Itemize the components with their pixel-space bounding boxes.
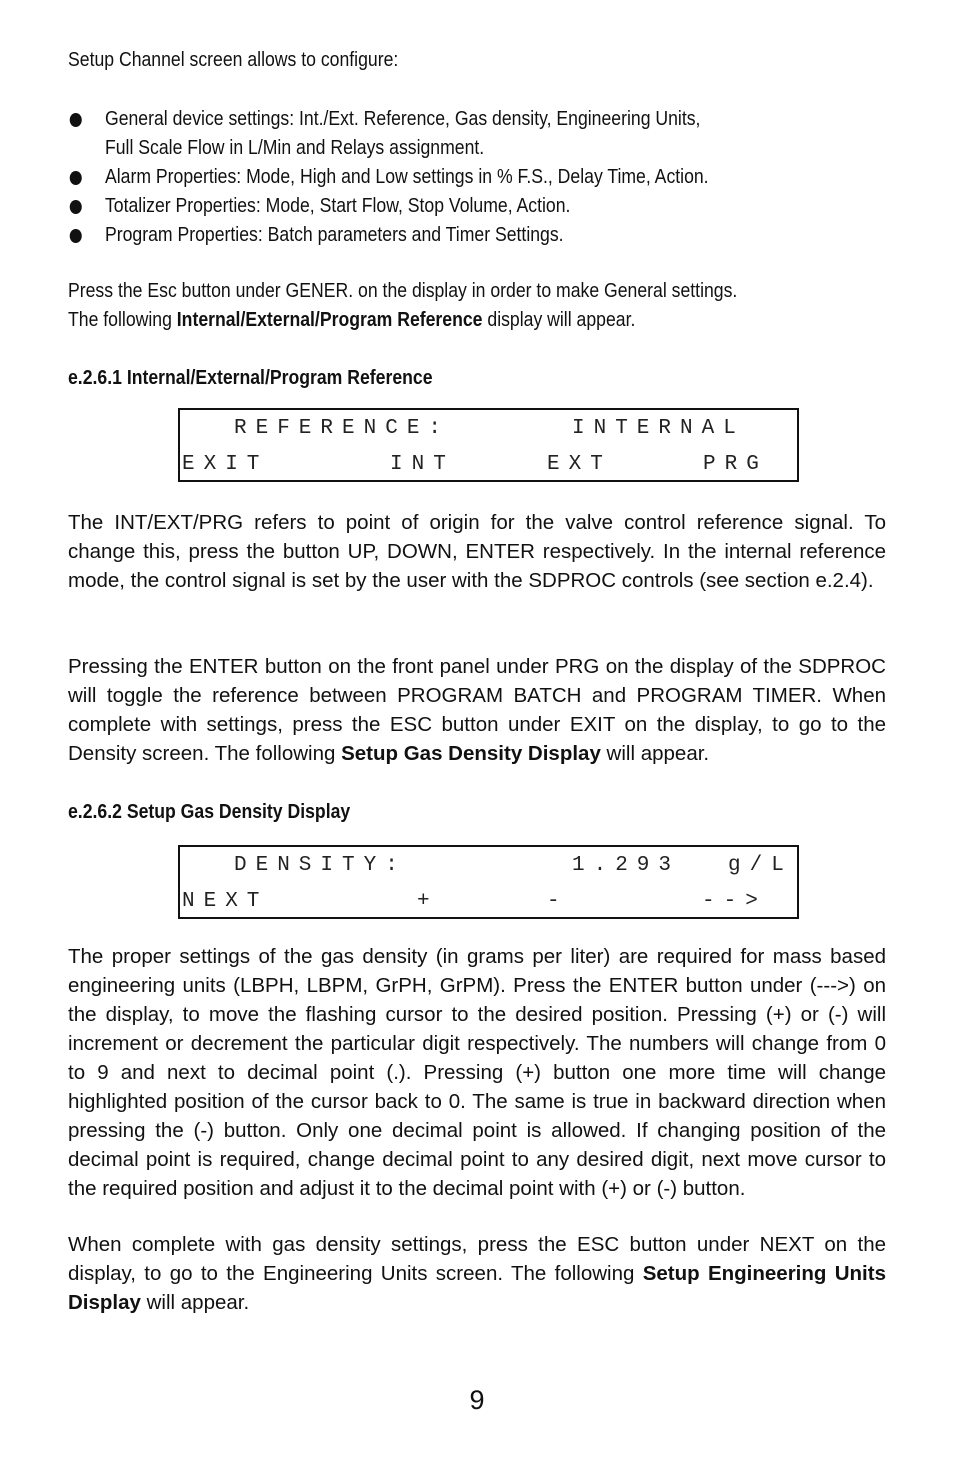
lcd-plus-label: + bbox=[417, 890, 439, 913]
list-item-text: Totalizer Properties: Mode, Start Flow, Stop Volume, Action. bbox=[104, 194, 571, 217]
density-lcd-display bbox=[178, 845, 799, 919]
list-item bbox=[68, 162, 954, 191]
next-paragraph bbox=[68, 1230, 886, 1317]
list-item bbox=[68, 104, 954, 162]
lcd-density-unit: g/L bbox=[728, 854, 793, 877]
list-item bbox=[68, 191, 954, 220]
lcd-density-value: 1.293 bbox=[572, 854, 681, 877]
lcd-minus-label: - bbox=[547, 890, 569, 913]
lcd-reference-label: REFERENCE: bbox=[234, 417, 451, 440]
prg-bold: Setup Gas Density Display bbox=[341, 742, 601, 765]
bullet-dot-icon bbox=[70, 113, 82, 127]
gener-paragraph bbox=[68, 276, 886, 334]
lcd-density-label: DENSITY: bbox=[234, 854, 407, 877]
intro-text: Setup Channel screen allows to configure: bbox=[68, 48, 399, 71]
bullet-dot-icon bbox=[70, 229, 82, 243]
gener-line-2-post: display will appear. bbox=[487, 308, 636, 331]
lcd-reference-value: INTERNAL bbox=[572, 417, 745, 440]
list-item-text: Alarm Properties: Mode, High and Low settings in % F.S., Delay Time, Action. bbox=[104, 165, 709, 188]
next-bold: Setup Engineering Units Display bbox=[68, 1262, 886, 1314]
page-number: 9 bbox=[469, 1385, 485, 1415]
list-item-text: General device settings: Int./Ext. Reference, Gas density, Engineering Units, bbox=[104, 107, 701, 130]
gener-line-1: Press the Esc button under GENER. on the display in order to make General settings. bbox=[68, 279, 738, 302]
lcd-int-label: INT bbox=[390, 453, 455, 476]
list-item-text: Program Properties: Batch parameters and Timer Settings. bbox=[104, 223, 564, 246]
prg-paragraph bbox=[68, 652, 886, 768]
bullet-dot-icon bbox=[70, 200, 82, 214]
gener-line-2-bold: Internal/External/Program Reference bbox=[176, 308, 483, 331]
lcd-arrow-label: --> bbox=[702, 890, 767, 913]
list-item-text: Full Scale Flow in L/Min and Relays assignment. bbox=[104, 136, 485, 159]
density-paragraph: The proper settings of the gas density (in grams per liter) are required for mass based engineering units (LBPH, LBPM, GrPH, GrPM). Press the ENTER button under (--->) on the display, to move the flashing cursor to the desired position. Pressing (+) or (-) will increment or decrement the particular digit respectively. The numbers will change from 0 to 9 and next to decimal point (.). Pressing (+) button one more time will change highlighted position of the cursor back to 0. The same is true in backward direction when pressing the (-) button. Only one decimal point is allowed. If changing position of the decimal point is required, change decimal point to any desired digit, next move cursor to the required position and adjust it to the decimal point with (+) or (-) button. bbox=[68, 945, 886, 1200]
section-heading-reference: e.2.6.1 Internal/External/Program Reference bbox=[68, 366, 433, 389]
next-text: When complete with gas density settings, press the ESC button under NEXT on the display, to go to the Engineering Units screen. The following bbox=[68, 1233, 886, 1285]
lcd-prg-label: PRG bbox=[703, 453, 768, 476]
section-heading-density: e.2.6.2 Setup Gas Density Display bbox=[68, 800, 351, 823]
lcd-ext-label: EXT bbox=[547, 453, 612, 476]
prg-text: Pressing the ENTER button on the front panel under PRG on the display of the SDPROC will toggle the reference between PROGRAM BATCH and PROGRAM TIMER. When complete with settings, press the ESC button under EXIT on the display, to go to the Density screen. The following bbox=[68, 655, 886, 765]
bullet-dot-icon bbox=[70, 171, 82, 185]
int-ext-paragraph: The INT/EXT/PRG refers to point of origin for the valve control reference signal. To change this, press the button UP, DOWN, ENTER respectively. In the internal reference mode, the control signal is set by the user with the SDPROC controls (see section e.2.4). bbox=[68, 511, 886, 592]
next-post: will appear. bbox=[140, 1291, 250, 1314]
gener-line-2-pre: The following bbox=[68, 308, 177, 331]
lcd-exit-label: EXIT bbox=[182, 453, 269, 476]
lcd-next-label: NEXT bbox=[182, 890, 269, 913]
feature-list bbox=[68, 104, 954, 249]
prg-post: will appear. bbox=[600, 742, 710, 765]
reference-lcd-display bbox=[178, 408, 799, 482]
list-item bbox=[68, 220, 954, 249]
